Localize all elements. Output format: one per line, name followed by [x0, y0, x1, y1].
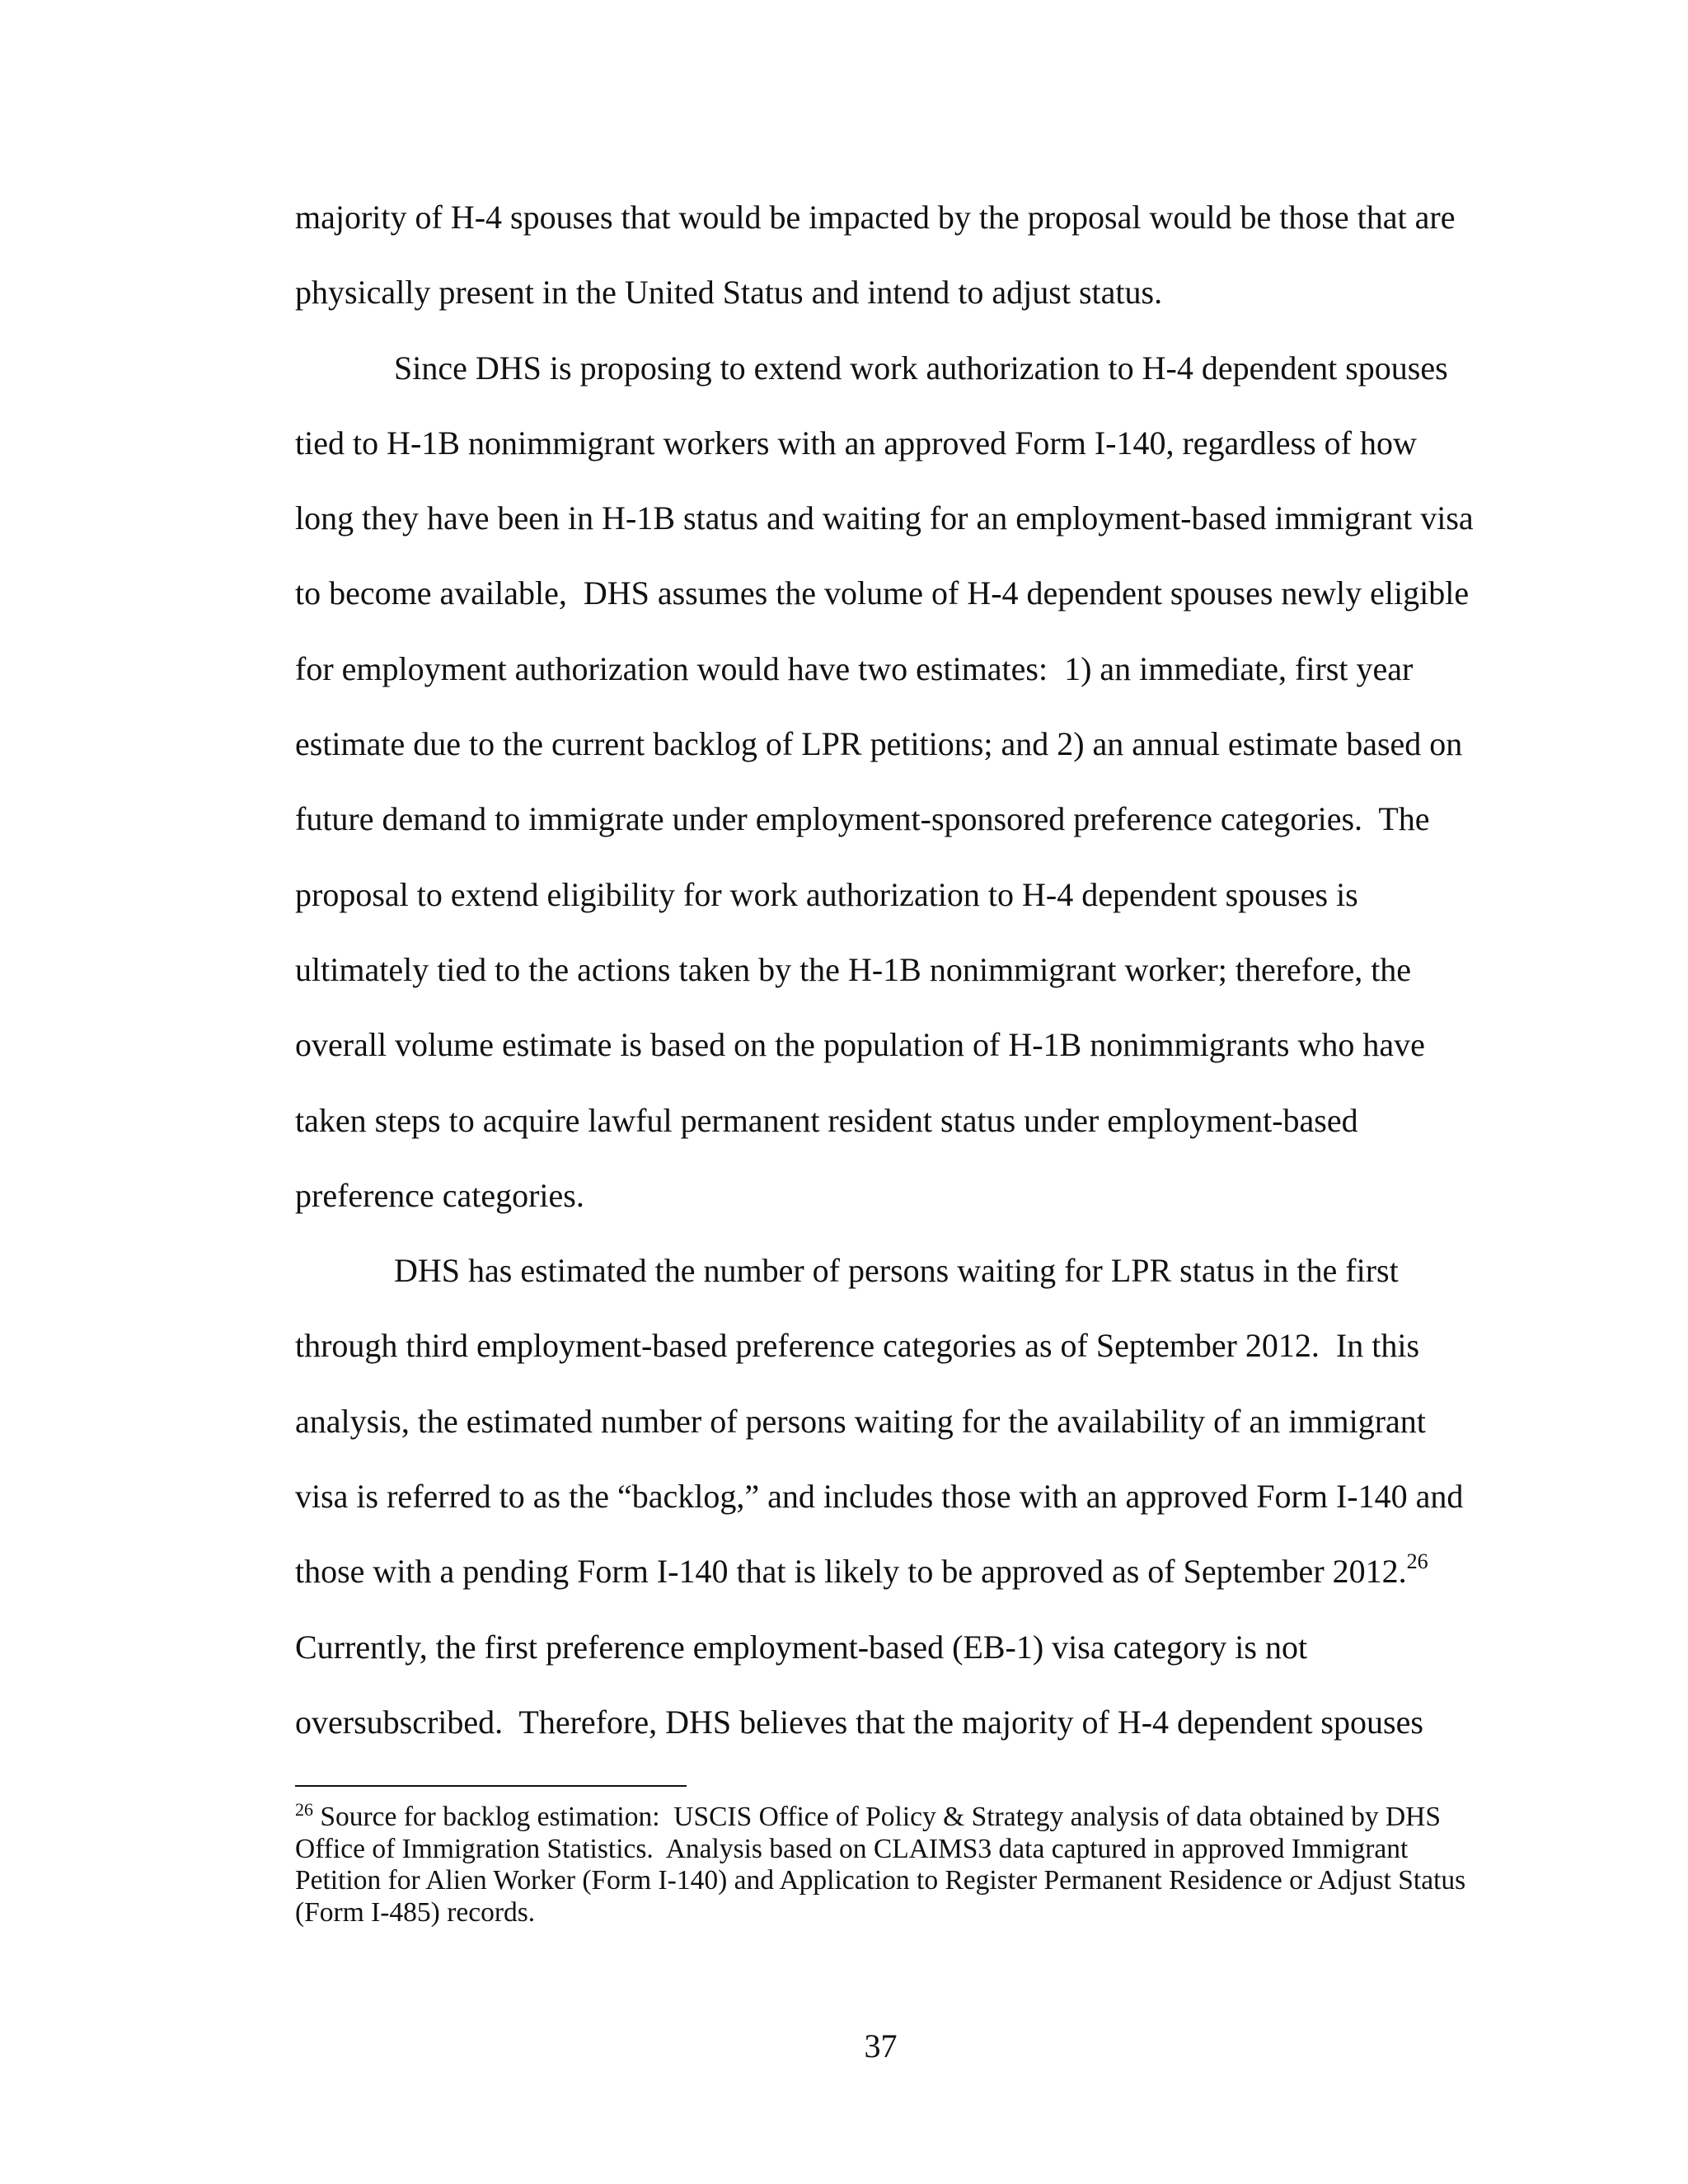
body-line: analysis, the estimated number of persons waiting for the availability of an immigrant — [295, 1402, 1426, 1440]
body-line: for employment authorization would have two estimates: 1) an immediate, first year — [295, 649, 1414, 687]
body-line: Currently, the first preference employment-based (EB-1) visa category is not — [295, 1628, 1308, 1666]
body-line: tied to H-1B nonimmigrant workers with an approved Form I-140, regardless of how — [295, 424, 1417, 462]
footnote-line-text: Source for backlog estimation: USCIS Office of Policy & Strategy analysis of data obtained by DHS — [313, 1802, 1441, 1832]
body-line: taken steps to acquire lawful permanent resident status under employment-based — [295, 1101, 1358, 1139]
body-line: DHS has estimated the number of persons waiting for LPR status in the first — [394, 1252, 1399, 1290]
body-line-with-footnote-ref — [295, 1534, 1482, 1609]
body-line: preference categories. — [295, 1176, 584, 1214]
body-line: oversubscribed. Therefore, DHS believes that the majority of H-4 dependent spouses — [295, 1703, 1423, 1741]
footnote — [295, 1799, 1482, 1929]
footnote-line: (Form I-485) records. — [295, 1896, 536, 1928]
body-line-text: those with a pending Form I-140 that is likely to be approved as of September 2012. — [295, 1553, 1407, 1591]
body-line: proposal to extend eligibility for work authorization to H-4 dependent spouses is — [295, 875, 1358, 913]
footnote-marker: 26 — [295, 1799, 313, 1820]
footnote-line: Office of Immigration Statistics. Analysis based on CLAIMS3 data captured in approved Immigrant — [295, 1833, 1409, 1864]
body-line: physically present in the United Status and intend to adjust status. — [295, 274, 1163, 312]
footnote-line — [295, 1799, 1482, 1834]
body-line: overall volume estimate is based on the population of H-1B nonimmigrants who have — [295, 1026, 1425, 1064]
footnote-separator — [295, 1785, 687, 1787]
body-line: long they have been in H-1B status and waiting for an employment-based immigrant visa — [295, 499, 1474, 537]
body-line: majority of H-4 spouses that would be impacted by the proposal would be those that are — [295, 199, 1456, 236]
body-line: Since DHS is proposing to extend work authorization to H-4 dependent spouses — [394, 349, 1448, 387]
body-line: future demand to immigrate under employment-sponsored preference categories. The — [295, 800, 1430, 838]
footnote-reference[interactable]: 26 — [1406, 1549, 1428, 1574]
body-text — [295, 180, 1482, 1760]
footnote-line: Petition for Alien Worker (Form I-140) and Application to Register Permanent Residence or Adjust Status — [295, 1865, 1466, 1896]
body-line: estimate due to the current backlog of LPR petitions; and 2) an annual estimate based on — [295, 725, 1463, 763]
page-number: 37 — [864, 2027, 898, 2064]
body-line: visa is referred to as the “backlog,” and includes those with an approved Form I-140 and — [295, 1478, 1464, 1516]
body-line: through third employment-based preference categories as of September 2012. In this — [295, 1327, 1420, 1365]
body-line: ultimately tied to the actions taken by the H-1B nonimmigrant worker; therefore, the — [295, 950, 1412, 988]
body-line: to become available, DHS assumes the volume of H-4 dependent spouses newly eligible — [295, 574, 1470, 612]
